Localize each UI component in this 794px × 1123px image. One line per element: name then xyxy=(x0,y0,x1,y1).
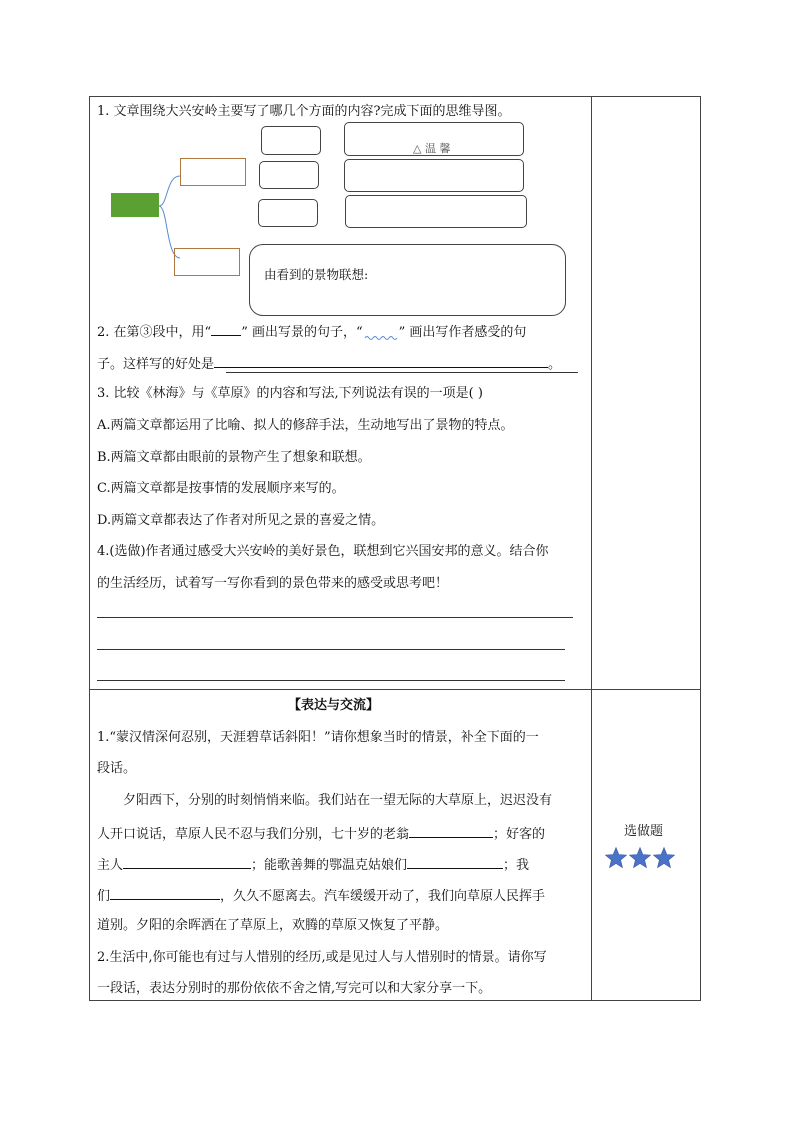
s2-text: 们 xyxy=(97,889,111,904)
section-title: 【表达与交流】 xyxy=(288,698,380,713)
blank-old-man[interactable] xyxy=(409,825,493,838)
q2-text-c: ” 画出写作者感受的句 xyxy=(398,325,527,340)
s2-text: ；能歌善舞的鄂温克姑娘们 xyxy=(251,858,408,873)
mindmap-detail-box-2[interactable] xyxy=(344,159,524,192)
s2-text: 主人 xyxy=(97,858,124,873)
q2-text-b: ” 画出写景的句子，“ xyxy=(241,325,363,340)
difficulty-stars xyxy=(604,846,676,874)
mindmap-sub-box-1[interactable] xyxy=(261,126,321,155)
s2-q1-line2: 段话。 xyxy=(97,761,137,776)
blank-girls[interactable] xyxy=(407,856,503,869)
mindmap-detail-box-3[interactable] xyxy=(345,195,527,228)
s2-text: ，久久不愿离去。汽车缓缓开动了，我们向草原人民挥手 xyxy=(220,889,546,904)
s2-text: 人开口说话，草原人民不忍与我们分别，七十岁的老翁 xyxy=(97,827,410,842)
mindmap-root xyxy=(111,193,159,217)
mindmap-branch-upper xyxy=(180,158,246,186)
q2-text-d: 子。这样写的好处是 xyxy=(97,357,215,372)
s2-paragraph-line2 xyxy=(97,825,545,843)
s2-q1-line1: 1.“蒙汉情深何忍别，天涯碧草话斜阳！”请你想象当时的情景，补全下面的一 xyxy=(97,730,539,745)
q4-answer-line-2[interactable] xyxy=(97,649,565,650)
star-icon xyxy=(652,846,676,870)
mindmap-detail-box-1[interactable] xyxy=(344,122,524,156)
q4-answer-line-1[interactable] xyxy=(97,617,573,618)
q2-answer-line xyxy=(226,372,578,373)
s2-q2-line2: 一段话，表达分别时的那份依依不舍之情,写完可以和大家分享一下。 xyxy=(97,981,492,996)
row-divider xyxy=(90,689,700,690)
star-icon xyxy=(604,846,628,870)
detail-box-text: △ 温 馨 xyxy=(413,142,451,155)
column-divider xyxy=(591,97,592,1000)
s2-paragraph-line1: 夕阳西下，分别的时刻悄悄来临。我们站在一望无际的大草原上，迟迟没有 xyxy=(123,793,553,808)
s2-q2-line1: 2.生活中,你可能也有过与人惜别的经历,或是见过人与人惜别时的情景。请你写 xyxy=(97,950,547,965)
optional-label: 选做题 xyxy=(624,824,664,839)
q4-line1: 4.(选做)作者通过感受大兴安岭的美好景色，联想到它兴国安邦的意义。结合你 xyxy=(97,544,549,559)
star-icon xyxy=(628,846,652,870)
mindmap-branch-lower xyxy=(174,248,240,276)
blank-host[interactable] xyxy=(123,856,251,869)
q2-answer-blank[interactable] xyxy=(214,355,548,368)
wavy-underline-sample xyxy=(363,324,399,336)
q2-line1 xyxy=(97,323,526,341)
q3-option-c[interactable]: C.两篇文章都是按事情的发展顺序来写的。 xyxy=(97,481,345,496)
mindmap-association-box[interactable] xyxy=(249,244,566,316)
q3-option-b[interactable]: B.两篇文章都由眼前的景物产生了想象和联想。 xyxy=(97,450,371,465)
q2-text-a: 2. 在第③段中，用“ xyxy=(97,325,212,340)
s2-text: ；我 xyxy=(503,858,530,873)
s2-paragraph-line4 xyxy=(97,887,545,905)
blank-we[interactable] xyxy=(110,887,220,900)
straight-underline-sample xyxy=(211,323,241,336)
s2-paragraph-line5: 道别。夕阳的余晖洒在了草原上，欢腾的草原又恢复了平静。 xyxy=(97,918,449,933)
q3-option-d[interactable]: D.两篇文章都表达了作者对所见之景的喜爱之情。 xyxy=(97,513,385,528)
s2-text: ；好客的 xyxy=(493,827,546,842)
association-label: 由看到的景物联想: xyxy=(264,267,369,282)
q2-text-end: 。 xyxy=(548,357,562,372)
q4-answer-line-3[interactable] xyxy=(97,680,565,681)
mindmap-sub-box-3[interactable] xyxy=(258,199,318,227)
q1-text: 1. 文章围绕大兴安岭主要写了哪几个方面的内容?完成下面的思维导图。 xyxy=(97,104,511,119)
q3-option-a[interactable]: A.两篇文章都运用了比喻、拟人的修辞手法，生动地写出了景物的特点。 xyxy=(97,418,514,433)
q3-stem: 3. 比较《林海》与《草原》的内容和写法,下列说法有误的一项是( ) xyxy=(97,386,483,401)
q2-line2 xyxy=(97,355,561,373)
q4-line2: 的生活经历，试着写一写你看到的景色带来的感受或思考吧！ xyxy=(97,576,449,591)
s2-paragraph-line3 xyxy=(97,856,529,874)
mindmap-sub-box-2[interactable] xyxy=(259,161,319,189)
